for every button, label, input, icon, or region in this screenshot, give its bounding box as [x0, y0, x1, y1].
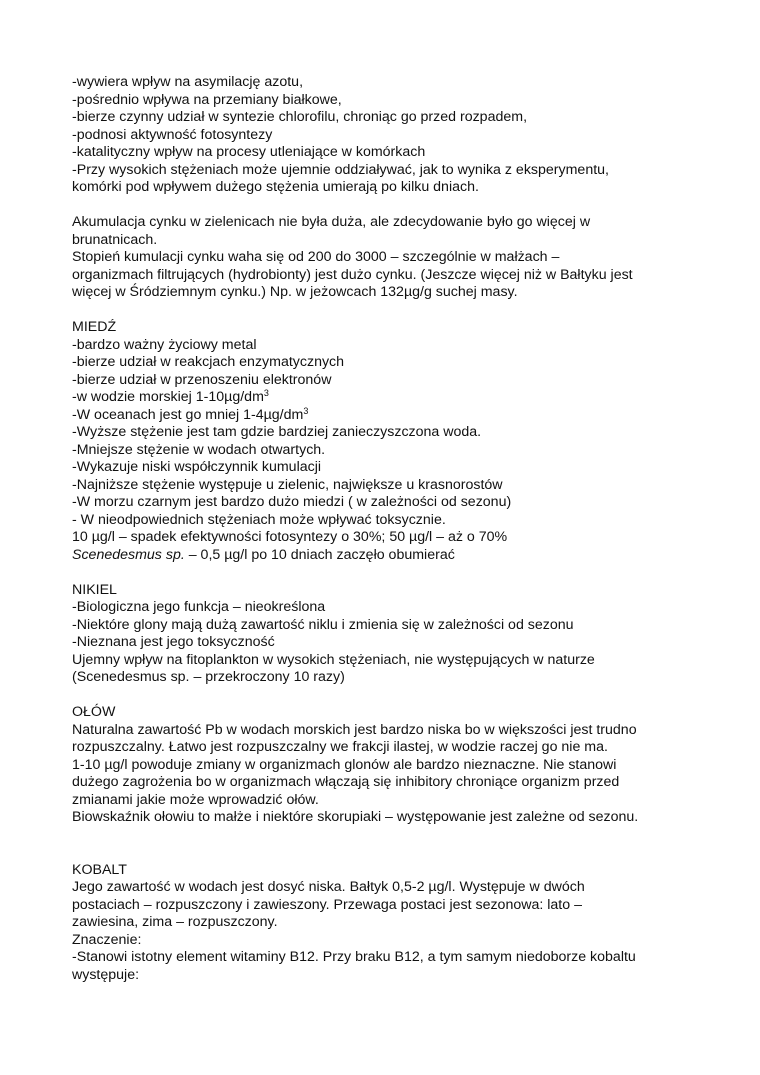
zinc-effect-line: -podnosi aktywność fotosyntezy [72, 126, 273, 143]
superscript-3: 3 [263, 388, 269, 398]
paragraph-line: brunatnicach. [72, 231, 158, 248]
cobalt-section [72, 862, 712, 985]
paragraph-line: Akumulacja cynku w zielenicach nie była duża, ale zdecydowanie było go więcej w [72, 214, 591, 230]
copper-item: -Mniejsze stężenie w wodach otwartych. [72, 441, 326, 458]
zinc-effect-line: komórki pod wpływem dużego stężenia umierają po kilku dniach. [72, 179, 479, 195]
zinc-effect-line: -bierze czynny udział w syntezie chlorofilu, chroniąc go przed rozpadem, [72, 109, 528, 125]
lead-section [72, 704, 712, 827]
copper-item: 10 µg/l – spadek efektywności fotosyntezy o 30%; 50 µg/l – aż o 70% [72, 529, 508, 545]
cobalt-item: -Stanowi istotny element witaminy B12. Przy braku B12, a tym samym niedoborze kobaltu [72, 949, 636, 965]
copper-section [72, 319, 712, 564]
paragraph-gap [72, 564, 712, 582]
copper-item: - W nieodpowiednich stężeniach może wpływać toksycznie. [72, 511, 446, 528]
copper-item: -Wykazuje niski współczynnik kumulacji [72, 459, 322, 475]
paragraph-line: Stopień kumulacji cynku waha się od 200 do 3000 – szczególnie w małżach – [72, 249, 560, 265]
copper-seawater-text: -w wodzie morskiej 1-10µg/dm [72, 389, 264, 405]
section-heading-lead: OŁÓW [72, 704, 116, 720]
paragraph-gap [72, 302, 712, 320]
cobalt-item: występuje: [72, 966, 140, 983]
nickel-item: Ujemny wpływ na fitoplankton w wysokich stężeniach, nie występujących w naturze [72, 651, 595, 668]
zinc-effect-line: -Przy wysokich stężeniach może ujemnie oddziaływać, jak to wynika z eksperymentu, [72, 161, 609, 178]
nickel-item: -Niektóre glony mają dużą zawartość niklu i zmienia się w zależności od sezonu [72, 616, 574, 633]
copper-oceans-text: -W oceanach jest go mniej 1-4µg/dm [72, 406, 304, 423]
species-name-italic: Scenedesmus sp. [72, 546, 185, 563]
copper-item: -bardzo ważny życiowy metal [72, 336, 257, 353]
section-heading-copper: MIEDŹ [72, 319, 117, 335]
cobalt-item: zawiesina, zima – rozpuszczony. [72, 914, 278, 930]
superscript-3: 3 [303, 405, 309, 416]
lead-item: Naturalna zawartość Pb w wodach morskich jest bardzo niska bo w większości jest trudno [72, 721, 637, 738]
lead-item: dużego zagrożenia bo w organizmach włączają się inhibitory chroniące organizm przed [72, 774, 620, 790]
nickel-item: -Biologiczna jego funkcja – nieokreślona [72, 599, 326, 615]
section-heading-nickel: NIKIEL [72, 581, 117, 598]
paragraph-gap [72, 687, 712, 705]
copper-species-line [72, 547, 712, 565]
zinc-effects-list [72, 74, 712, 197]
nickel-item: (Scenedesmus sp. – przekroczony 10 razy) [72, 669, 345, 685]
lead-item: zmianami jakie może wprowadzić ołów. [72, 791, 319, 808]
zinc-accumulation-paragraph [72, 214, 712, 302]
lead-item: Biowskaźnik ołowiu to małże i niektóre skorupiaki – występowanie jest zależne od sezonu. [72, 809, 639, 825]
copper-seawater-item [72, 389, 712, 407]
paragraph-line: organizmach filtrujących (hydrobionty) jest dużo cynku. (Jeszcze więcej niż w Bałtyku jest [72, 266, 633, 283]
lead-item: rozpuszczalny. Łatwo jest rozpuszczalny we frakcji ilastej, w wodzie raczej go nie ma. [72, 739, 608, 755]
copper-item: -bierze udział w reakcjach enzymatycznych [72, 354, 345, 370]
copper-item: -Najniższe stężenie występuje u zielenic, największe u krasnorostów [72, 476, 503, 493]
paragraph-gap [72, 827, 712, 862]
nickel-item: -Nieznana jest jego toksyczność [72, 634, 275, 650]
copper-item: -bierze udział w przenoszeniu elektronów [72, 371, 332, 388]
paragraph-line: więcej w Śródziemnym cynku.) Np. w jeżowcach 132µg/g suchej masy. [72, 284, 518, 300]
species-effect-text: – 0,5 µg/l po 10 dniach zaczęło obumierać [184, 546, 455, 563]
copper-item: -W morzu czarnym jest bardzo dużo miedzi ( w zależności od sezonu) [72, 494, 512, 510]
cobalt-item: Jego zawartość w wodach jest dosyć niska. Bałtyk 0,5-2 µg/l. Występuje w dwóch [72, 879, 585, 895]
section-heading-cobalt: KOBALT [72, 861, 127, 878]
zinc-effect-line: -wywiera wpływ na asymilację azotu, [72, 74, 304, 90]
copper-oceans-item [72, 407, 712, 425]
nickel-section [72, 582, 712, 687]
lead-item: 1-10 µg/l powoduje zmiany w organizmach glonów ale bardzo nieznaczne. Nie stanowi [72, 756, 617, 773]
zinc-effect-line: -katalityczny wpływ na procesy utleniające w komórkach [72, 144, 426, 160]
document-page [72, 74, 712, 984]
cobalt-item: Znaczenie: [72, 931, 142, 948]
cobalt-item: postaciach – rozpuszczony i zawieszony. Przewaga postaci jest sezonowa: lato – [72, 896, 582, 913]
copper-item: -Wyższe stężenie jest tam gdzie bardziej zanieczyszczona woda. [72, 424, 482, 440]
paragraph-gap [72, 197, 712, 215]
zinc-effect-line: -pośrednio wpływa na przemiany białkowe, [72, 91, 342, 108]
